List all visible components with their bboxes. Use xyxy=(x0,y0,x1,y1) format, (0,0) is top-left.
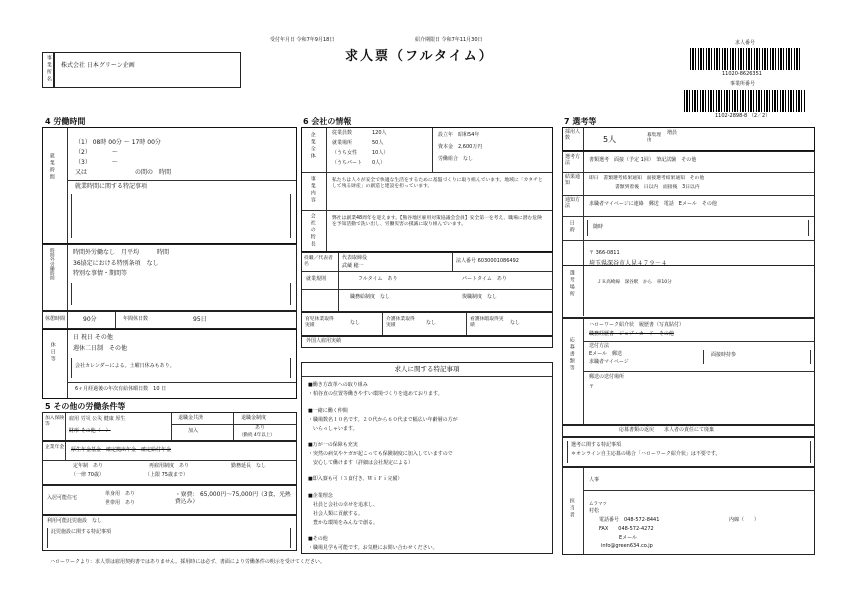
footer-note: ハローワークより：求人票は雇用契約書ではありません。採用時には必ず、書面により労働条件の明示を受けてください。 xyxy=(50,559,325,565)
notes-p2a: ・職場数名１０名です。２０代から６０代まで幅広い年齢層の方が xyxy=(308,417,458,423)
paid-leave: 6ヶ月経過後の年次有給休暇日数 10 日 xyxy=(75,386,167,392)
nursing-label: 介護休業取得実績 xyxy=(386,317,415,328)
company-info-box xyxy=(301,127,553,252)
shift-1: （1） 08時 00分 〜 17時 00分 xyxy=(75,139,161,146)
reason-label: 募集理由 xyxy=(647,133,661,144)
retire-note: （勤続 4年以上） xyxy=(239,433,275,438)
overtime-bracket xyxy=(71,283,291,305)
housing-label: 入居可能住宅 xyxy=(47,495,78,501)
overtime: 時間外労働なし 月平均 時間 xyxy=(73,249,170,256)
contact-person: 村松 xyxy=(589,508,600,514)
notes-p6: ・職場見学も可能です。お気軽にお問い合わせください。 xyxy=(308,545,438,551)
insurance: 雇用 労災 公災 健康 厚生 xyxy=(69,416,126,422)
holidays-label: 年間休日数 xyxy=(123,316,149,322)
notes-p5b: 社会人類に貢献する。 xyxy=(308,511,364,517)
feature: 弊社は創業48周年を迎えます。【熊谷地区雇用対策協議会会員】安全第一を考え、職場に潜む危険を予知活動で洗い出し、労働災害の撲滅に取り組んでいます。 xyxy=(332,216,542,227)
doc-line1: ハローワーク紹介状 履歴書（写真貼付） xyxy=(589,322,685,328)
childcare-leave-label: 育児休業取得実績 xyxy=(305,317,334,328)
postal: 〒 366-0811 xyxy=(589,250,620,256)
date-label: 日時 xyxy=(568,220,575,234)
doc-line2: 職務経歴書 ジョブ・カード その他 xyxy=(589,331,674,337)
page-title: 求人票（フルタイム） xyxy=(345,49,494,64)
extension: 勤務延長 なし xyxy=(231,463,267,469)
retire-age-detail: （一律 70歳） xyxy=(71,472,104,478)
office-number-label: 事業所番号 xyxy=(730,81,756,87)
station: ＪＲ高崎線 深谷駅 から 車10分 xyxy=(597,280,672,285)
parttime-rules: パートタイム あり xyxy=(462,276,507,282)
return-docs: 応募書類の返戻 求人者の責任にて廃棄 xyxy=(619,427,715,433)
emp-part: （うちパート 0人） xyxy=(332,160,386,166)
shift-special-label: 就業時間に関する特記事項 xyxy=(75,183,148,190)
office-number: 1102-2898-8 （2／2） xyxy=(715,113,771,119)
place-label: 選考場所 xyxy=(568,270,575,298)
foreign-box xyxy=(301,336,553,348)
shift-label: 就業時間 xyxy=(48,153,55,181)
shift-3: （3） 〜 xyxy=(75,159,118,166)
section7-title: 7 選考等 xyxy=(564,117,597,126)
notes-h4: ■即入寮も可（３食付き、ＷｉＦｉ完備） xyxy=(308,476,403,482)
housing-single: 単身用 あり xyxy=(105,491,136,497)
fulltime-rules: フルタイム あり xyxy=(358,276,398,282)
hire-box xyxy=(562,127,815,151)
contact-label: 担当者 xyxy=(568,498,575,519)
result-line2: 書類到着後 日以内 面接後 3日以内 xyxy=(615,185,700,190)
contact-phone: 電話番号 048-572-8441 xyxy=(599,517,660,523)
mutual-value: 加入 xyxy=(188,428,199,434)
address: 埼玉県深谷市人見４７９－４ xyxy=(589,260,668,267)
notify-label: 通知方法 xyxy=(565,197,581,209)
break-label: 休憩時間 xyxy=(45,316,66,322)
housing-box xyxy=(42,485,297,515)
retire-value: あり xyxy=(255,425,266,431)
section6-title: 6 会社の情報 xyxy=(303,117,352,126)
nursing-leave-label: 看護休暇取得実績 xyxy=(470,317,504,328)
notes-h2: ■一緒に働く仲間 xyxy=(308,408,348,414)
capital: 資本金 2,600万円 xyxy=(438,144,483,150)
duty-system: 職務給制度 なし xyxy=(350,294,391,300)
docs-label: 応募書類等 xyxy=(568,337,575,372)
job-number: 11020-8626351 xyxy=(722,71,762,77)
send-label: 送付方法 xyxy=(589,343,610,349)
childcare-note: 託児施設に関する特記事項 xyxy=(51,529,112,535)
leave-box xyxy=(301,312,553,336)
date: 随時 xyxy=(593,224,604,230)
date-bracket xyxy=(587,220,809,236)
notes-p3b: 安心して働けます（詳細は会社規定による） xyxy=(308,460,414,466)
contact-box xyxy=(562,467,815,555)
emp-site: 就業場所 50人 xyxy=(332,140,384,146)
calendar-note: 会社カレンダーによる。土曜日休みもあり。 xyxy=(75,363,175,369)
notes-h1: ■働き方改革への取り組み xyxy=(308,382,368,388)
sel-special: ＊オンライン自主応募の場合「ハローワーク紹介状」は不要です。 xyxy=(571,451,721,457)
corp-number: 法人番号 6030001086492 xyxy=(456,258,519,264)
notes-p5a: 社員と会社の幸せを追求し、 xyxy=(308,502,379,508)
return-docs-box xyxy=(562,425,815,437)
insurance-other: 財形 その他（ ） xyxy=(69,428,111,434)
notes-box xyxy=(301,362,553,554)
emp-women: （うち女性 10人） xyxy=(332,150,389,156)
days-off: 日 祝日 その他 xyxy=(73,334,113,341)
insurance-label: 加入保険等 xyxy=(45,416,65,427)
break-box xyxy=(42,311,297,329)
contact-kana: ムラマツ xyxy=(589,502,607,507)
childcare: 利用可能託児施設 なし xyxy=(47,518,103,524)
days-off-label: 休日等 xyxy=(49,342,56,363)
send-line1: Eメール 郵送 xyxy=(589,351,623,357)
notes-h5: ■企業理念 xyxy=(308,493,333,499)
place-box xyxy=(562,250,815,318)
result-line1: 即日 書類選考結果通知 面接選考結果通知 その他 xyxy=(589,176,705,181)
pension: 厚生年金基金 確定拠出年金 確定給付年金 xyxy=(71,447,172,453)
childcare-box xyxy=(42,515,297,551)
return-system: 復職制度 なし xyxy=(462,294,498,300)
section5-title: 5 その他の労働条件等 xyxy=(45,402,126,411)
office-barcode xyxy=(684,90,806,112)
housing-family: 世帯用 あり xyxy=(105,500,136,506)
office-label: 事業所名 xyxy=(45,55,52,83)
notes-p2b: いらっしゃいます。 xyxy=(308,426,358,432)
notes-h6: ■その他 xyxy=(308,536,328,542)
hire-count: 5人 xyxy=(603,135,617,144)
emp-label: 企業全体 xyxy=(309,132,316,160)
feature-label: 会社の特長 xyxy=(309,213,316,248)
received-date: 受付年月日 令和7年9月18日 xyxy=(270,37,335,43)
job-number-label: 求人番号 xyxy=(735,40,756,46)
sel-special-label: 選考に関する特記事項 xyxy=(571,442,622,448)
docs-box xyxy=(562,318,815,425)
work-hours-box xyxy=(42,127,297,244)
selection-box xyxy=(562,151,815,266)
notes-p3a: ・突然の病気やケガが起こっても保険制度に加入していますので xyxy=(308,451,453,457)
retire-label: 退職金制度 xyxy=(241,415,267,421)
job-barcode xyxy=(690,48,802,70)
holidays-value: 95日 xyxy=(193,316,207,323)
notes-p1: ・柏谷直の位置等働きやすい環境づくりを進めております。 xyxy=(308,391,443,397)
notes-title: 求人に関する特記事項 xyxy=(302,363,552,377)
mail: 〒 xyxy=(589,384,595,390)
days-off-box xyxy=(42,329,297,399)
method-label: 選考方法 xyxy=(565,154,581,166)
pension-box xyxy=(42,441,297,485)
overtime-box xyxy=(42,244,297,311)
contact-email-label: Eメール xyxy=(619,535,638,541)
rep-title: 代表取締役 xyxy=(342,255,368,261)
pension-label: 企業年金 xyxy=(45,445,65,450)
business: 私たちは人々が安全で快適な生活をするために基盤づくりに取り組んでいます。地域に「カタチとして残る財産」の創造と建設を担っています。 xyxy=(332,178,543,189)
company-rules-box xyxy=(301,252,553,312)
childcare-leave: なし xyxy=(350,320,361,326)
contact-fax: FAX 048-572-4272 xyxy=(599,526,654,532)
overtime-label: 時間外労働時間 xyxy=(49,248,55,281)
section4-title: 4 労働時間 xyxy=(45,117,86,126)
rep-label: 役職／代表者名 xyxy=(304,256,333,267)
sel-special-box xyxy=(562,437,815,467)
shift-special-bracket xyxy=(71,194,291,238)
office-name: 株式会社 日本グリーン企画 xyxy=(61,62,135,69)
hire-label: 採用人数 xyxy=(565,129,581,141)
method: 書類選考 面接（予定 1回） 筆記試験 その他 xyxy=(589,157,697,163)
expiry-date: 紹介期限日 令和7年11月30日 xyxy=(415,37,483,43)
notes-p5c: 豊かな環境をみんなで創る。 xyxy=(308,520,379,526)
union: 労働組合 なし xyxy=(438,156,474,162)
rehire: 再雇用制度 あり xyxy=(149,463,190,469)
notes-h3: ■万が一の保障も充実 xyxy=(308,442,358,448)
emp-total: 従業員数 120人 xyxy=(332,130,387,136)
mutual-label: 退職金共済 xyxy=(178,415,204,421)
nursing-leave: なし xyxy=(510,320,521,326)
rules-label: 就業規則 xyxy=(306,276,327,282)
notify: 求職者マイページに連絡 郵送 電話 Eメール その他 xyxy=(589,201,717,207)
office-label-box xyxy=(42,52,54,88)
weekly-off: 週休二日制 その他 xyxy=(73,345,128,352)
founded: 設立年 昭和54年 xyxy=(438,132,480,138)
contact-ext: 内線（ ） xyxy=(729,517,760,523)
interview: 面接時持参 xyxy=(711,352,737,358)
dorm-fee: ・寮費： 65,000円〜75,000円（3食、光熱費込み） xyxy=(175,492,291,505)
reason: 増員 xyxy=(667,130,678,136)
agreement: 36協定における特別条項 なし xyxy=(73,260,159,267)
mail-label: 郵送の送付場所 xyxy=(589,374,625,380)
send-line2: 求職者マイページ xyxy=(589,359,629,365)
nursing: なし xyxy=(426,320,437,326)
business-label: 事業内容 xyxy=(309,176,316,204)
contact-email: info@green634.co.jp xyxy=(601,543,653,549)
or-between: 又は の間の 時間 xyxy=(75,169,172,176)
result-label: 結果通知 xyxy=(565,174,581,186)
foreign-employment: 外国人雇用実績 xyxy=(306,338,342,344)
shift-2: （2） 〜 xyxy=(75,149,118,156)
special-circumstances: 特別な事情・期間等 xyxy=(73,270,128,277)
rehire-detail: （上限 75歳まで） xyxy=(145,472,188,478)
insurance-box xyxy=(42,412,297,441)
retire-age: 定年制 あり xyxy=(73,463,104,469)
contact-dept: 人事 xyxy=(589,477,600,483)
break-value: 90分 xyxy=(83,316,97,323)
office-name-box xyxy=(54,52,241,88)
rep-name: 武蔵 穂一 xyxy=(342,263,364,269)
